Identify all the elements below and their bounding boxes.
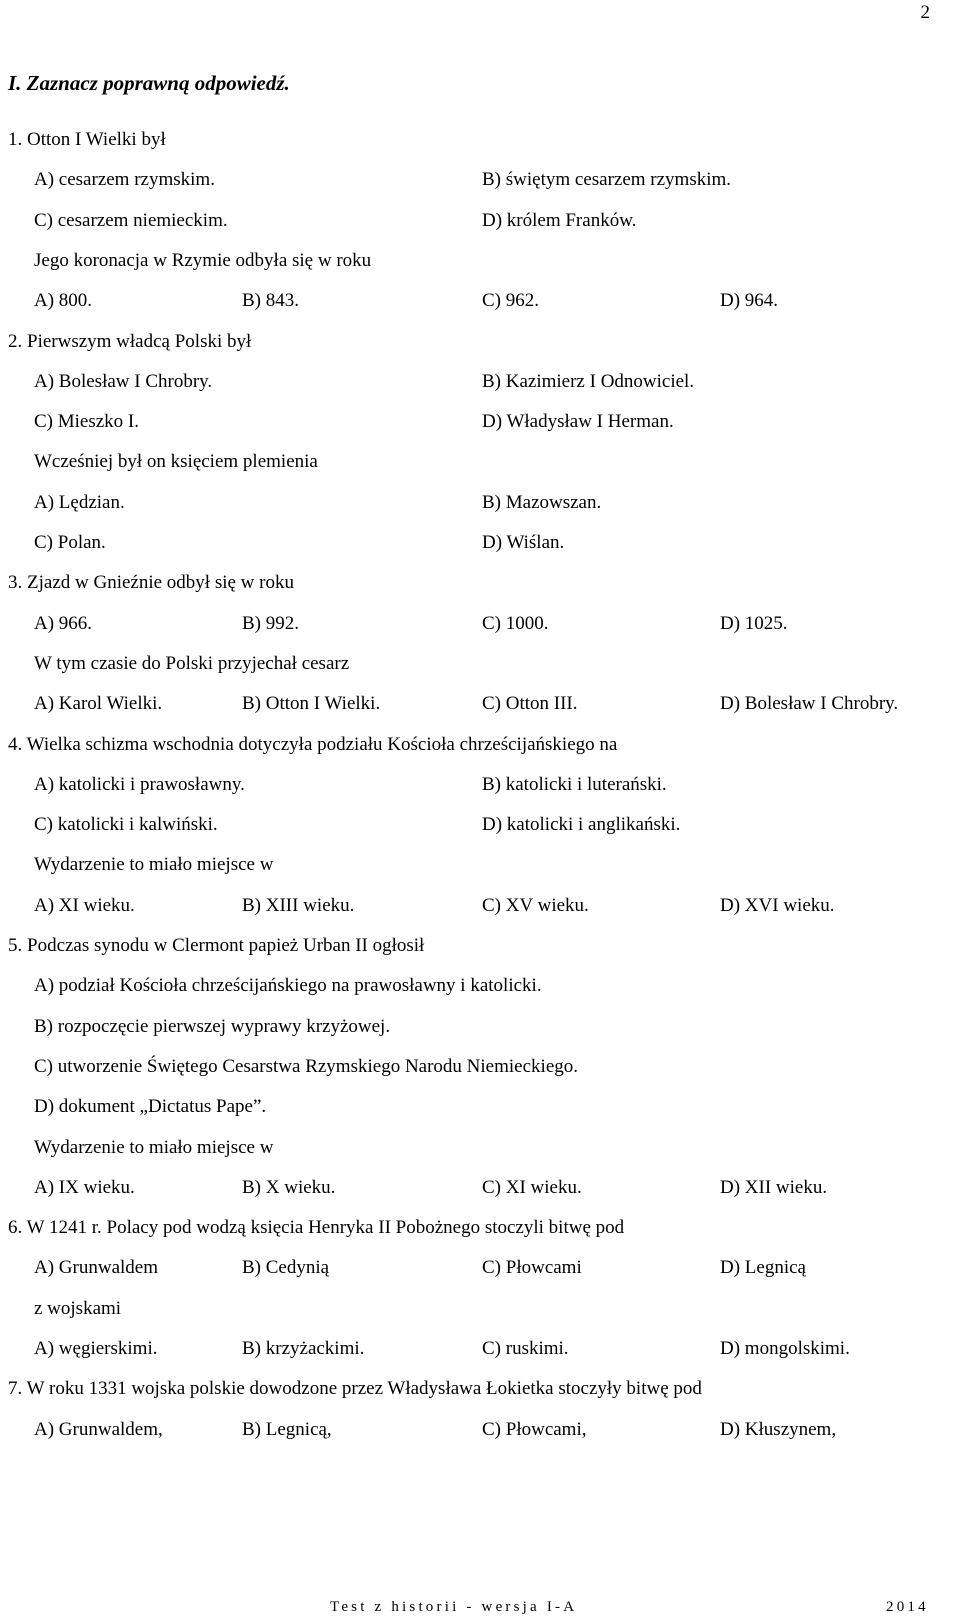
answer-option: C) XV wieku. — [482, 895, 589, 916]
answer-option: z wojskami — [34, 1298, 122, 1319]
answer-option: B) XIII wieku. — [242, 895, 355, 916]
answer-option: A) Lędzian. — [34, 492, 125, 513]
answer-option: B) Cedynią — [242, 1257, 330, 1278]
answer-option: W tym czasie do Polski przyjechał cesarz — [34, 653, 350, 674]
answer-option: A) 800. — [34, 290, 93, 311]
answer-option: B) Kazimierz I Odnowiciel. — [482, 371, 695, 392]
question-text: 7. W roku 1331 wojska polskie dowodzone przez Władysława Łokietka stoczyły bitwę pod — [8, 1378, 702, 1399]
answer-option: C) 962. — [482, 290, 539, 311]
answer-option: B) krzyżackimi. — [242, 1338, 365, 1359]
answer-option: C) ruskimi. — [482, 1338, 569, 1359]
answer-option: Jego koronacja w Rzymie odbyła się w roku — [34, 250, 372, 271]
answer-option: D) 964. — [720, 290, 779, 311]
answer-option: A) 966. — [34, 613, 93, 634]
answer-option: C) Płowcami, — [482, 1419, 587, 1440]
answer-option: Wydarzenie to miało miejsce w — [34, 854, 274, 875]
footer-year: 2014 — [886, 1599, 929, 1615]
question-text: 3. Zjazd w Gnieźnie odbył się w roku — [8, 572, 294, 593]
question-text: 1. Otton I Wielki był — [8, 129, 166, 150]
answer-option: A) podział Kościoła chrześcijańskiego na prawosławny i katolicki. — [34, 975, 542, 996]
answer-option: D) Kłuszynem, — [720, 1419, 837, 1440]
answer-option: C) utworzenie Świętego Cesarstwa Rzymskiego Narodu Niemieckiego. — [34, 1056, 578, 1077]
answer-option: D) XVI wieku. — [720, 895, 835, 916]
answer-option: A) IX wieku. — [34, 1177, 135, 1198]
answer-option: A) Karol Wielki. — [34, 693, 163, 714]
answer-option: B) X wieku. — [242, 1177, 336, 1198]
answer-option: D) mongolskimi. — [720, 1338, 850, 1359]
answer-option: D) Legnicą — [720, 1257, 806, 1278]
answer-option: D) Wiślan. — [482, 532, 565, 553]
answer-option: D) katolicki i anglikański. — [482, 814, 681, 835]
answer-option: D) XII wieku. — [720, 1177, 828, 1198]
question-text: 5. Podczas synodu w Clermont papież Urban II ogłosił — [8, 935, 425, 956]
answer-option: D) królem Franków. — [482, 210, 637, 231]
answer-option: A) Grunwaldem, — [34, 1419, 163, 1440]
answer-option: C) Płowcami — [482, 1257, 582, 1278]
answer-option: A) cesarzem rzymskim. — [34, 169, 215, 190]
answer-option: B) świętym cesarzem rzymskim. — [482, 169, 732, 190]
answer-option: A) Bolesław I Chrobry. — [34, 371, 213, 392]
answer-option: D) Bolesław I Chrobry. — [720, 693, 899, 714]
answer-option: C) 1000. — [482, 613, 549, 634]
answer-option: Wcześniej był on księciem plemienia — [34, 451, 318, 472]
answer-option: C) cesarzem niemieckim. — [34, 210, 228, 231]
page-number: 2 — [920, 2, 930, 23]
answer-option: A) węgierskimi. — [34, 1338, 158, 1359]
section-title: I. Zaznacz poprawną odpowiedź. — [8, 71, 290, 95]
answer-option: B) katolicki i luterański. — [482, 774, 667, 795]
answer-option: B) Otton I Wielki. — [242, 693, 381, 714]
answer-option: B) rozpoczęcie pierwszej wyprawy krzyżowej. — [34, 1016, 391, 1037]
answer-option: D) dokument „Dictatus Pape”. — [34, 1096, 267, 1117]
answer-option: A) katolicki i prawosławny. — [34, 774, 245, 795]
answer-option: B) Mazowszan. — [482, 492, 602, 513]
footer-title: Test z historii - wersja I-A — [330, 1599, 578, 1615]
answer-option: B) 992. — [242, 613, 299, 634]
question-text: 4. Wielka schizma wschodnia dotyczyła podziału Kościoła chrześcijańskiego na — [8, 734, 618, 755]
answer-option: B) 843. — [242, 290, 299, 311]
answer-option: B) Legnicą, — [242, 1419, 332, 1440]
answer-option: C) XI wieku. — [482, 1177, 582, 1198]
question-text: 2. Pierwszym władcą Polski był — [8, 331, 252, 352]
answer-option: D) 1025. — [720, 613, 788, 634]
answer-option: Wydarzenie to miało miejsce w — [34, 1137, 274, 1158]
question-text: 6. W 1241 r. Polacy pod wodzą księcia Henryka II Pobożnego stoczyli bitwę pod — [8, 1217, 625, 1238]
answer-option: C) Otton III. — [482, 693, 578, 714]
answer-option: A) Grunwaldem — [34, 1257, 158, 1278]
answer-option: A) XI wieku. — [34, 895, 135, 916]
answer-option: D) Władysław I Herman. — [482, 411, 674, 432]
answer-option: C) katolicki i kalwiński. — [34, 814, 218, 835]
answer-option: C) Polan. — [34, 532, 106, 553]
answer-option: C) Mieszko I. — [34, 411, 140, 432]
